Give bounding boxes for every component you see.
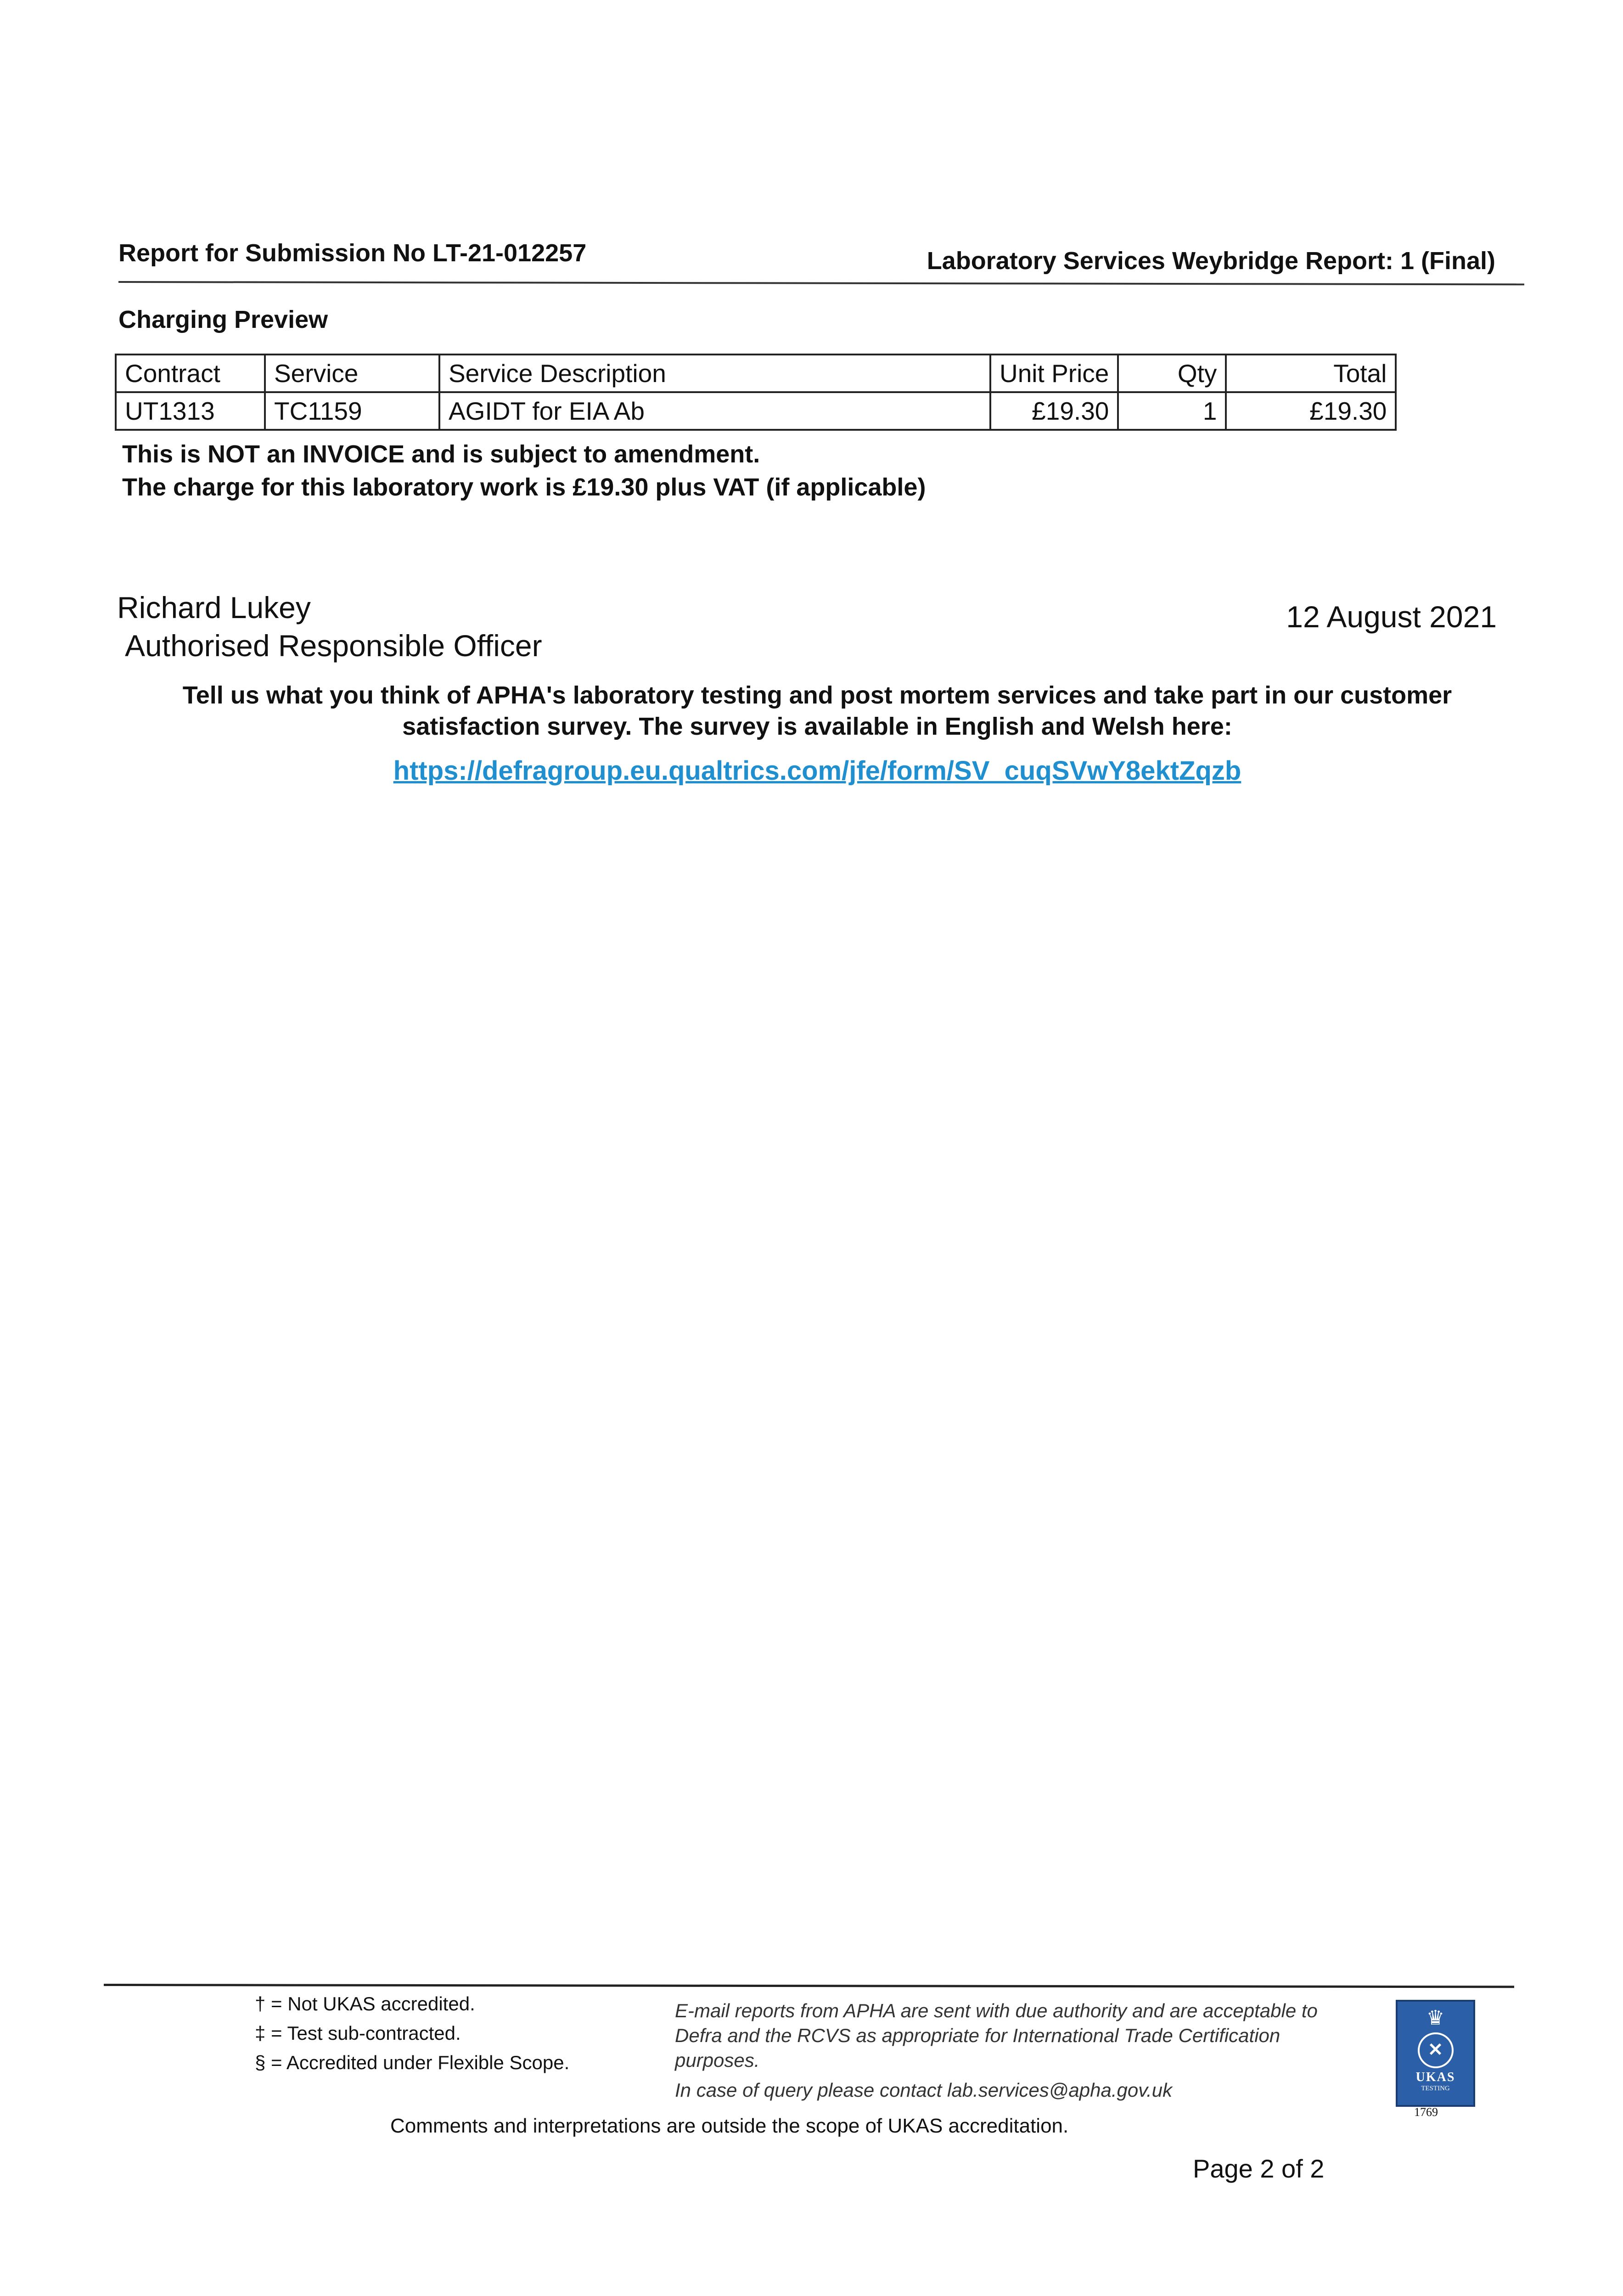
- ukas-testing-label: TESTING: [1421, 2085, 1450, 2092]
- cell-unit-price: £19.30: [990, 392, 1118, 430]
- column-header-contract: Contract: [116, 355, 265, 392]
- header-divider: [118, 281, 1524, 285]
- accreditation-legend: [255, 1989, 569, 2077]
- cell-qty: 1: [1118, 392, 1226, 430]
- table-row: [116, 392, 1396, 430]
- submission-number: Report for Submission No LT-21-012257: [118, 239, 587, 267]
- crown-icon: ♛: [1426, 2007, 1445, 2029]
- column-header-unit-price: Unit Price: [990, 355, 1118, 392]
- column-header-qty: Qty: [1118, 355, 1226, 392]
- survey-invitation: Tell us what you think of APHA's laboratory testing and post mortem services and take part in our customer satisfaction survey. The survey is available in English and Welsh here:: [182, 681, 1452, 740]
- lab-report-label: Laboratory Services Weybridge Report: 1 (Final): [927, 247, 1495, 275]
- ukas-scope-note: Comments and interpretations are outside the scope of UKAS accreditation.: [390, 2115, 1069, 2137]
- charging-table: [115, 354, 1397, 431]
- cell-contract: UT1313: [116, 392, 265, 430]
- page-number: Page 2 of 2: [1193, 2154, 1325, 2183]
- cell-total: £19.30: [1226, 392, 1396, 430]
- legend-item-not-ukas: † = Not UKAS accredited.: [255, 1993, 475, 2015]
- email-disclaimer: E-mail reports from APHA are sent with due authority and are acceptable to Defra and the RCVS as appropriate for International Trade Certification purposes.: [675, 2000, 1318, 2071]
- cell-service: TC1159: [265, 392, 439, 430]
- signatory-title: Authorised Responsible Officer: [125, 629, 542, 663]
- signatory-name: Richard Lukey: [117, 591, 311, 625]
- charging-preview-title: Charging Preview: [118, 306, 328, 333]
- table-header-row: [116, 355, 1396, 392]
- charge-note: The charge for this laboratory work is £19.30 plus VAT (if applicable): [122, 473, 926, 501]
- ukas-accreditation-number: 1769: [1414, 2105, 1438, 2119]
- contact-line: In case of query please contact lab.services@apha.gov.uk: [675, 2079, 1173, 2101]
- report-date: 12 August 2021: [1286, 600, 1497, 634]
- column-header-service: Service: [265, 355, 439, 392]
- column-header-total: Total: [1226, 355, 1396, 392]
- legend-item-subcontracted: ‡ = Test sub-contracted.: [255, 2022, 461, 2044]
- column-header-service-description: Service Description: [439, 355, 990, 392]
- survey-link[interactable]: https://defragroup.eu.qualtrics.com/jfe/form/SV_cuqSVwY8ektZqzb: [393, 756, 1241, 786]
- footer-divider: [104, 1984, 1514, 1988]
- legend-item-flexible-scope: § = Accredited under Flexible Scope.: [255, 2052, 570, 2073]
- ukas-logo: [1396, 2000, 1475, 2107]
- not-invoice-note: This is NOT an INVOICE and is subject to amendment.: [122, 440, 760, 468]
- ukas-emblem-icon: ✕: [1418, 2032, 1454, 2068]
- cell-service-description: AGIDT for EIA Ab: [439, 392, 990, 430]
- ukas-logo-label: UKAS: [1415, 2070, 1455, 2084]
